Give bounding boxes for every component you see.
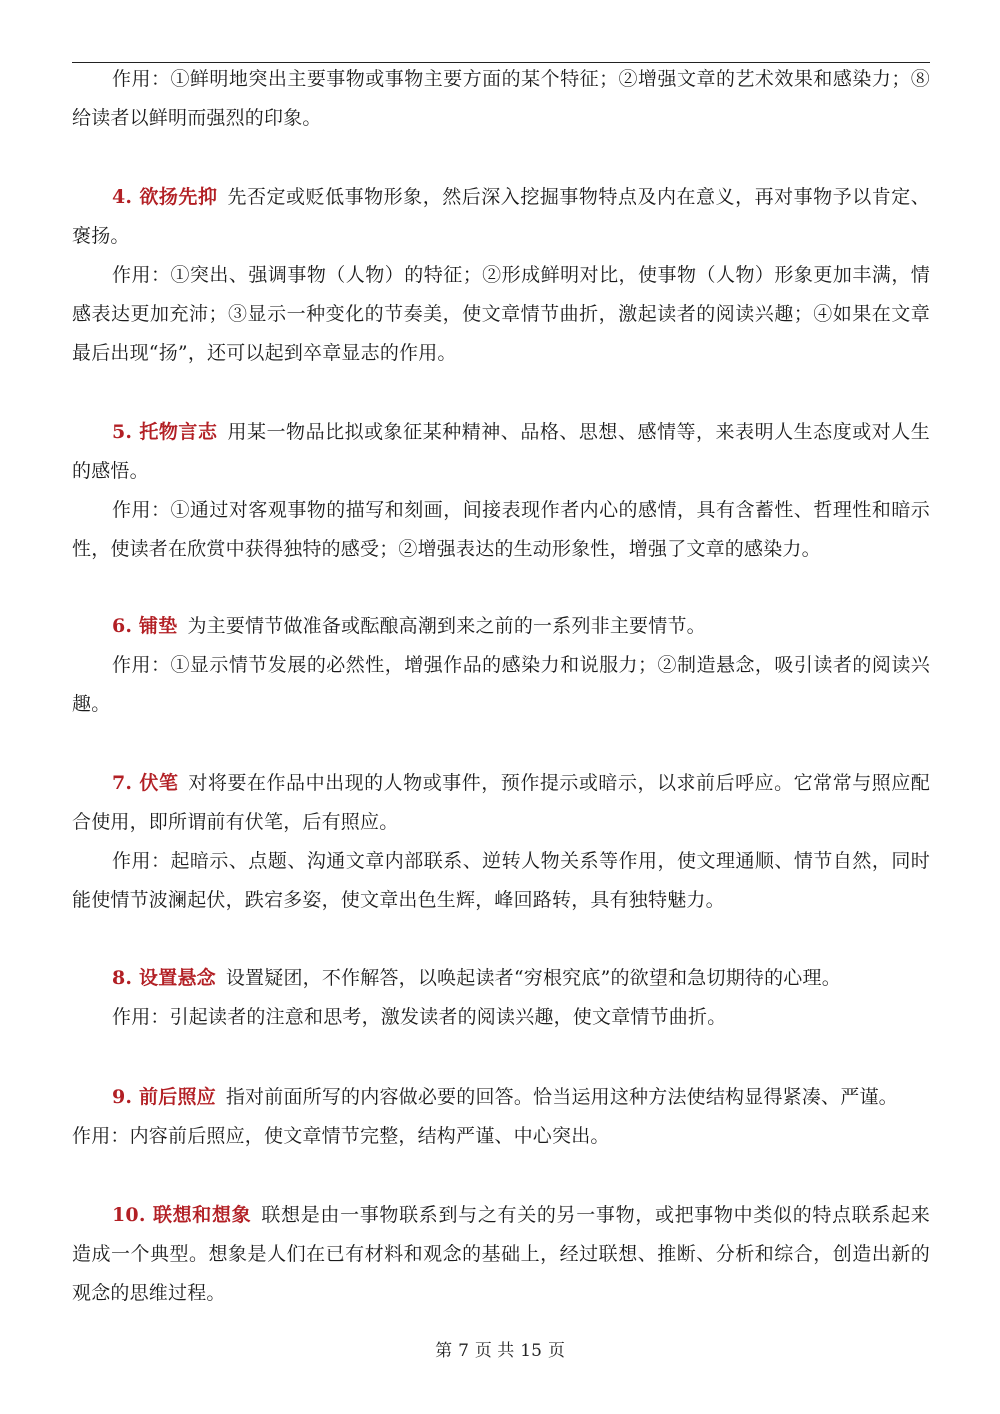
- section-9-definition: [72, 1078, 930, 1117]
- footer-mid: 页 共: [474, 1341, 515, 1361]
- section-6-term: 6. 铺垫: [112, 615, 178, 637]
- section-4-term: 4. 欲扬先抑: [112, 186, 218, 208]
- section-9-term: 9. 前后照应: [112, 1086, 216, 1108]
- section-8-term: 8. 设置悬念: [112, 967, 216, 989]
- section-8-effect: 作用：引起读者的注意和思考，激发读者的阅读兴趣，使文章情节曲折。: [112, 1006, 727, 1028]
- footer-prefix: 第: [435, 1341, 453, 1361]
- section-6-effect: 作用：①显示情节发展的必然性，增强作品的感染力和说服力；②制造悬念，吸引读者的阅读兴趣。: [72, 654, 930, 715]
- section-4-effect: 作用：①突出、强调事物（人物）的特征；②形成鲜明对比，使事物（人物）形象更加丰满，情感表达更加充沛；③显示一种变化的节奏美，使文章情节曲折，激起读者的阅读兴趣；④如果在文章最后出现“扬”，还可以起到卒章显志的作用。: [72, 264, 930, 364]
- section-7-term: 7. 伏笔: [112, 772, 179, 794]
- section-10-definition: [72, 1196, 930, 1313]
- page-footer: [0, 1336, 1000, 1361]
- footer-suffix: 页: [547, 1341, 565, 1361]
- section-10-term: 10. 联想和想象: [112, 1204, 252, 1226]
- section-8-definition: [72, 959, 930, 998]
- section-4-definition-text: 先否定或贬低事物形象，然后深入挖掘事物特点及内在意义，再对事物予以肯定、褒扬。: [72, 186, 930, 247]
- section-9-definition-text: 指对前面所写的内容做必要的回答。恰当运用这种方法使结构显得紧凑、严谨。: [225, 1086, 898, 1108]
- footer-page-number: 7: [458, 1341, 469, 1361]
- section-7-definition: [72, 764, 930, 842]
- section-7-effect: 作用：起暗示、点题、沟通文章内部联系、逆转人物关系等作用，使文理通顺、情节自然，同时能使情节波澜起伏，跌宕多姿，使文章出色生辉，峰回路转，具有独特魅力。: [72, 850, 930, 911]
- section-9-effect: 作用：内容前后照应，使文章情节完整，结构严谨、中心突出。: [72, 1125, 610, 1147]
- footer-total-pages: 15: [520, 1341, 542, 1361]
- section-10-definition-text: 联想是由一事物联系到与之有关的另一事物，或把事物中类似的特点联系起来造成一个典型。想象是人们在已有材料和观念的基础上，经过联想、推断、分析和综合，创造出新的观念的思维过程。: [72, 1204, 930, 1304]
- section-5-effect: 作用：①通过对客观事物的描写和刻画，间接表现作者内心的感情，具有含蓄性、哲理性和暗示性，使读者在欣赏中获得独特的感受；②增强表达的生动形象性，增强了文章的感染力。: [72, 499, 930, 560]
- section-8-definition-text: 设置疑团，不作解答，以唤起读者“穷根究底”的欲望和急切期待的心理。: [225, 967, 841, 989]
- section-4-definition: [72, 178, 930, 256]
- section-7-definition-text: 对将要在作品中出现的人物或事件，预作提示或暗示，以求前后呼应。它常常与照应配合使用，即所谓前有伏笔，后有照应。: [72, 772, 930, 833]
- intro-effect: 作用：①鲜明地突出主要事物或事物主要方面的某个特征；②增强文章的艺术效果和感染力；⑧给读者以鲜明而强烈的印象。: [72, 68, 930, 129]
- section-6-definition: [72, 607, 930, 646]
- section-5-term: 5. 托物言志: [112, 421, 218, 443]
- section-6-definition-text: 为主要情节做准备或酝酿高潮到来之前的一系列非主要情节。: [187, 615, 706, 637]
- section-5-definition-text: 用某一物品比拟或象征某种精神、品格、思想、感情等，来表明人生态度或对人生的感悟。: [72, 421, 930, 482]
- section-5-definition: [72, 413, 930, 491]
